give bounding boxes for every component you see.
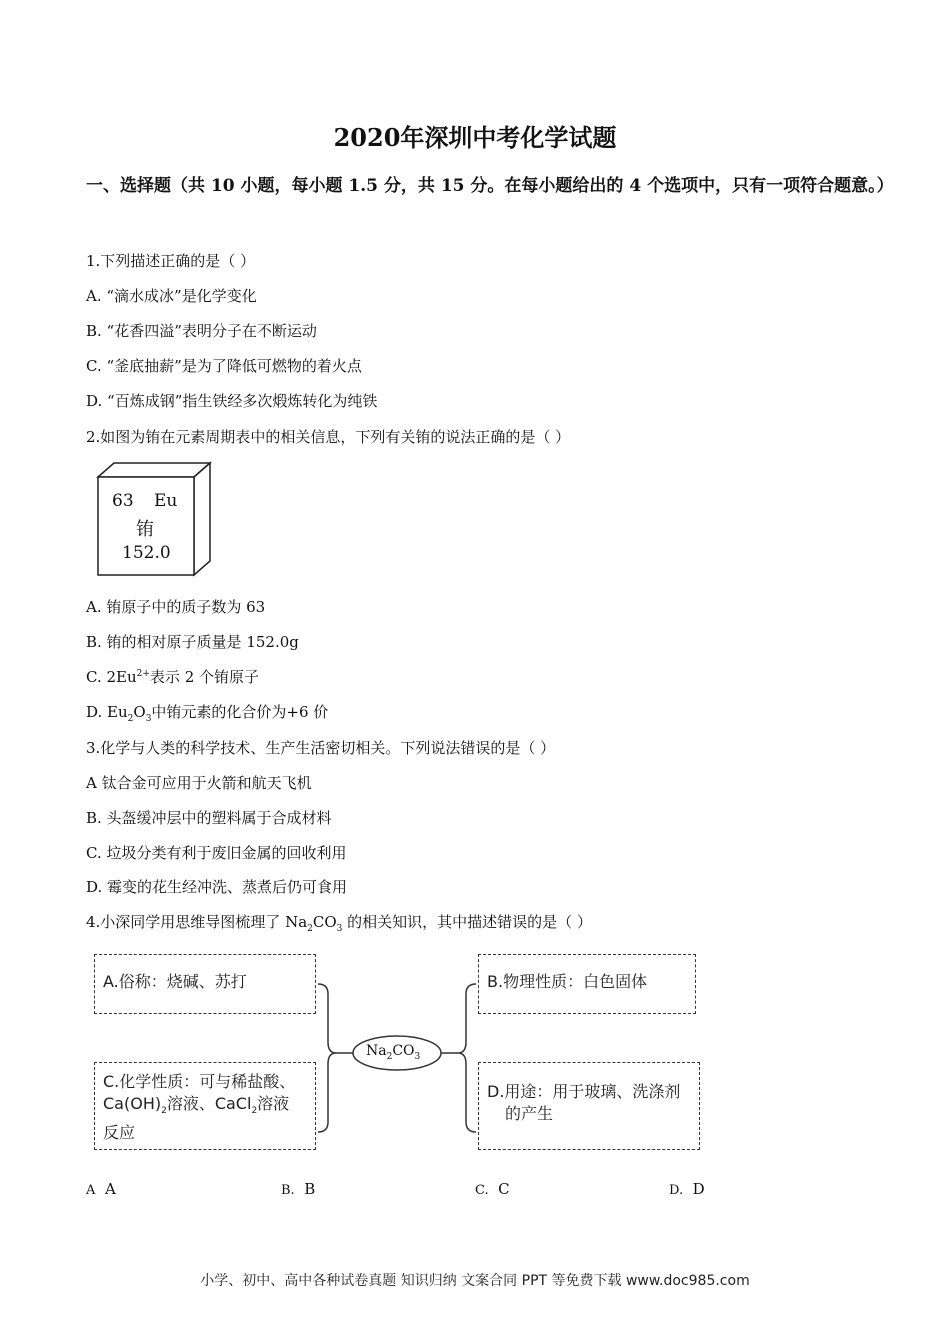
q3-option-d: D. 霉变的花生经冲洗、蒸煮后仍可食用 <box>86 878 348 896</box>
q2-option-b: B. 铕的相对原子质量是 152.0g <box>86 633 299 651</box>
q2-option-c: C. $2Eu^{2+}$表示 2 个铕原子 <box>86 668 260 686</box>
q1-option-a: A. “滴水成冰”是化学变化 <box>86 287 257 305</box>
page-title: 2020年深圳中考化学试题 <box>333 123 617 152</box>
q1-option-d: D. “百炼成钢”指生铁经多次煅炼转化为纯铁 <box>86 392 378 410</box>
element-number: 63 <box>112 491 134 511</box>
page-footer[interactable]: 小学、初中、高中各种试卷真题 知识归纳 文案合同 PPT 等免费下载 www.doc985.com <box>200 1273 750 1289</box>
q4-stem: 4.小深同学用思维导图梳理了 $Na_2CO_3$ 的相关知识，其中描述错误的是（ ） <box>86 913 592 934</box>
q4-answer-d: D. D <box>669 1180 705 1198</box>
q4-answer-b: B. B <box>281 1180 316 1198</box>
mind-map-box-b: B.物理性质：白色固体 <box>478 954 696 1014</box>
mind-map-box-a: A.俗称：烧碱、苏打 <box>94 954 316 1014</box>
q3-option-a: A 钛合金可应用于火箭和航天飞机 <box>86 774 312 792</box>
q4-answer-a: A A <box>86 1180 116 1198</box>
element-symbol: Eu <box>154 491 178 511</box>
section-heading: 一、选择题（共 10 小题，每小题 1.5 分，共 15 分。在每小题给出的 4 个选项中，只有一项符合题意。） <box>86 176 894 196</box>
mind-map <box>90 950 710 1160</box>
mind-map-box-d: D.用途：用于玻璃、洗涤剂 的产生 <box>478 1062 700 1150</box>
q1-stem: 1.下列描述正确的是（ ） <box>86 252 256 270</box>
q2-stem: 2.如图为铕在元素周期表中的相关信息，下列有关铕的说法正确的是（ ） <box>86 428 571 446</box>
q1-option-b: B. “花香四溢”表明分子在不断运动 <box>86 322 317 340</box>
element-mass: 152.0 <box>122 543 171 563</box>
q2-option-d: D. $Eu_2O_3$中铕元素的化合价为+6 价 <box>86 703 329 724</box>
q4-answer-c: C. C <box>475 1180 510 1198</box>
q3-stem: 3.化学与人类的科学技术、生产生活密切相关。下列说法错误的是（ ） <box>86 739 556 757</box>
element-card <box>96 461 212 577</box>
element-name: 铕 <box>136 519 154 540</box>
q3-option-b: B. 头盔缓冲层中的塑料属于合成材料 <box>86 809 332 827</box>
mind-map-box-c: C.化学性质：可与稀盐酸、 $Ca(OH)_2$溶液、CaCl$_2$溶液 反应 <box>94 1062 316 1150</box>
q2-option-a: A. 铕原子中的质子数为 63 <box>86 598 266 616</box>
q3-option-c: C. 垃圾分类有利于废旧金属的回收利用 <box>86 844 347 862</box>
mind-map-center: $Na_2CO_3$ <box>366 1043 421 1062</box>
q1-option-c: C. “釜底抽薪”是为了降低可燃物的着火点 <box>86 357 362 375</box>
